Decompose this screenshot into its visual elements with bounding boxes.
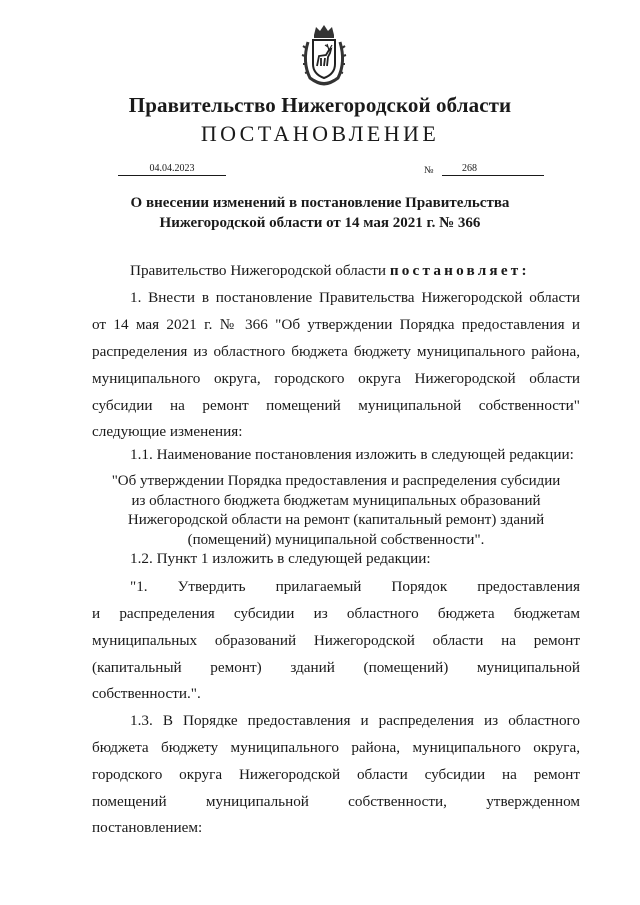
document-date: 04.04.2023 (118, 163, 226, 176)
coat-of-arms-icon (300, 22, 348, 88)
paragraph-line: 1.3. В Порядке предоставления и распределения из областного (130, 712, 580, 729)
document-number: 268 (462, 163, 477, 174)
paragraph-line: распределения из областного бюджета бюджету муниципального района, (92, 343, 580, 360)
quoted-title (92, 472, 580, 550)
intro-paragraph (130, 258, 580, 285)
paragraph-line: и распределения субсидии из областного бюджета бюджетам (92, 605, 580, 622)
paragraph-line: от 14 мая 2021 г. № 366 "Об утверждении Порядка предоставления и (92, 316, 580, 333)
paragraph-line: помещений муниципальной собственности, утвержденном (92, 793, 580, 810)
paragraph-line: постановлением: (92, 819, 203, 836)
quote-line: Нижегородской области на ремонт (капитальный ремонт) зданий (127, 512, 545, 528)
document-subject (100, 193, 540, 233)
number-sign: № (424, 165, 434, 176)
paragraph-line: городского округа Нижегородской области субсидии на ремонт (92, 766, 580, 783)
paragraph-line: (капитальный ремонт) зданий (помещений) муниципальной (92, 659, 580, 676)
paragraph-line: бюджета бюджету муниципального района, муниципального округа, (92, 739, 580, 756)
paragraph-line: "1. Утвердить прилагаемый Порядок предоставления (130, 578, 580, 595)
quote-line: (помещений) муниципальной собственности". (187, 531, 485, 548)
document-type: ПОСТАНОВЛЕНИЕ (200, 121, 440, 146)
quote-line: "Об утверждении Порядка предоставления и распределения субсидии (111, 473, 561, 489)
intro-emphasis: постановляет: (389, 262, 530, 279)
intro-text: Правительство Нижегородской области (130, 262, 387, 279)
quote-line: из областного бюджета бюджетам муниципальных образований (131, 492, 541, 509)
paragraph-line: муниципальных образований Нижегородской области на ремонт (92, 632, 580, 649)
paragraph-line: муниципального округа, городского округа Нижегородской области (92, 370, 580, 387)
paragraph-1-1: 1.1. Наименование постановления изложить в следующей редакции: (130, 446, 574, 463)
paragraph-line: следующие изменения: (92, 423, 243, 440)
paragraph-1-2: 1.2. Пункт 1 изложить в следующей редакции: (130, 550, 431, 567)
paragraph-line: собственности.". (92, 685, 201, 702)
paragraph-line: субсидии на ремонт помещений муниципальной собственности" (92, 397, 580, 414)
document-number-field (442, 163, 544, 176)
subject-line: Нижегородской области от 14 мая 2021 г. № 366 (159, 215, 481, 231)
paragraph-line: 1. Внести в постановление Правительства Нижегородской области (130, 289, 580, 306)
government-title: Правительство Нижегородской области (128, 93, 512, 117)
subject-line: О внесении изменений в постановление Правительства (130, 195, 510, 211)
